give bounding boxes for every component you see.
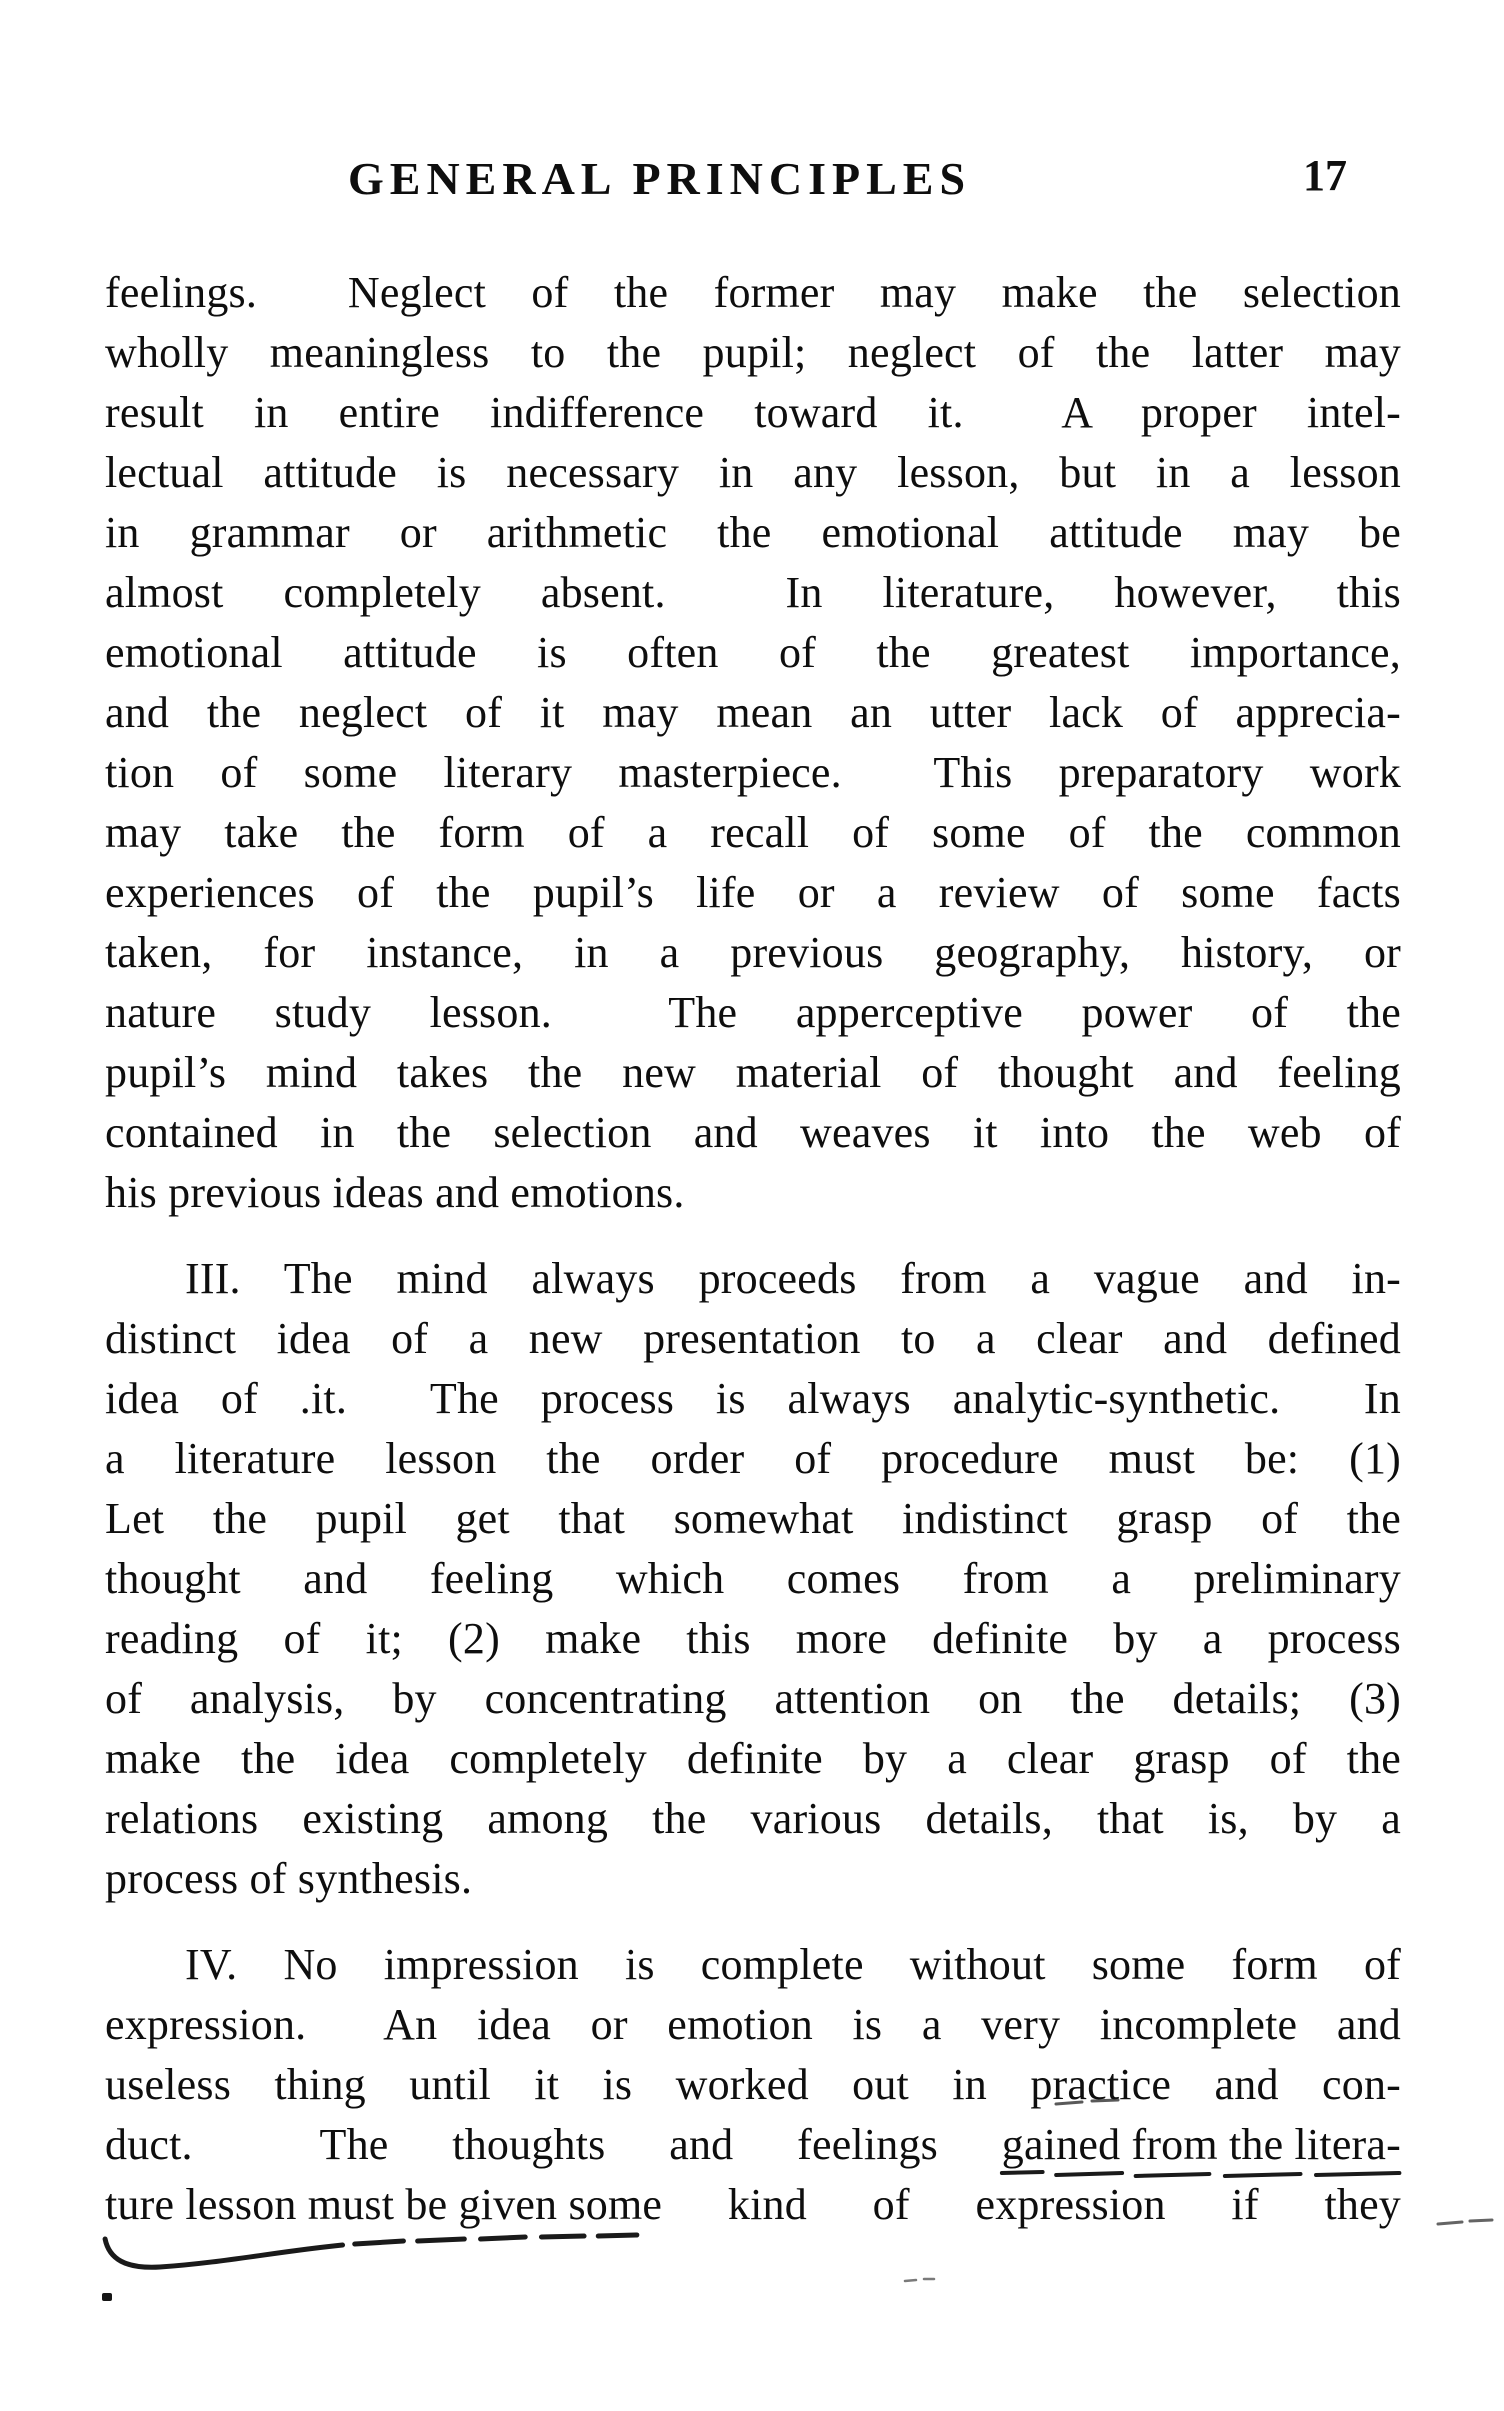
text-line: Let the pupil get that somewhat indistinct grasp of the xyxy=(105,1494,1401,1543)
text-line: thought and feeling which comes from a preliminary xyxy=(105,1554,1401,1603)
text-line: emotional attitude is often of the greatest importance, xyxy=(105,628,1401,677)
text-line: expression. An idea or emotion is a very incomplete and xyxy=(105,2000,1401,2049)
body-text xyxy=(105,263,1401,2235)
text-line: make the idea completely definite by a clear grasp of the xyxy=(105,1734,1401,1783)
text-line: useless thing until it is worked out in practice and con- xyxy=(105,2060,1401,2109)
paragraph xyxy=(105,1249,1401,1909)
text-line: his previous ideas and emotions. xyxy=(105,1168,685,1217)
paragraph xyxy=(105,263,1401,1223)
text-line: a literature lesson the order of procedure must be: (1) xyxy=(105,1434,1401,1483)
text-line: feelings. Neglect of the former may make the selection xyxy=(105,268,1401,317)
text-line: in grammar or arithmetic the emotional attitude may be xyxy=(105,508,1401,557)
text-line: result in entire indifference toward it. A proper intel- xyxy=(105,388,1401,437)
pencil-dash-mark xyxy=(1438,2220,1492,2224)
text-line: almost completely absent. In literature, however, this xyxy=(105,568,1401,617)
text-line: and the neglect of it may mean an utter lack of apprecia- xyxy=(105,688,1401,737)
text-line: nature study lesson. The apperceptive power of the xyxy=(105,988,1401,1037)
running-header xyxy=(0,0,1504,230)
text-line: taken, for instance, in a previous geography, history, or xyxy=(105,928,1401,977)
pencil-dot-mark xyxy=(102,2293,112,2301)
pencil-dashed-marked-text: gained from the litera- xyxy=(1002,2115,1401,2175)
text-line: of analysis, by concentrating attention on the details; (3) xyxy=(105,1674,1401,1723)
pencil-swoosh-stroke xyxy=(99,2229,667,2275)
text-line: process of synthesis. xyxy=(105,1854,473,1903)
text-line: relations existing among the various details, that is, by a xyxy=(105,1794,1401,1843)
text-line: wholly meaningless to the pupil; neglect of the latter may xyxy=(105,328,1401,377)
text-line: ture lesson must be given some kind of expression if they xyxy=(105,2175,1401,2235)
paragraph xyxy=(105,1935,1401,2235)
pencil-dot-mark xyxy=(905,2279,934,2281)
text-line: III. The mind always proceeds from a vague and in- xyxy=(185,1254,1401,1303)
text-line: pupil’s mind takes the new material of thought and feeling xyxy=(105,1048,1401,1097)
text-line: tion of some literary masterpiece. This preparatory work xyxy=(105,748,1401,797)
text-line: contained in the selection and weaves it into the web of xyxy=(105,1108,1401,1157)
text-line: duct. The thoughts and feelings gained from the litera- xyxy=(105,2115,1401,2175)
text-line: experiences of the pupil’s life or a review of some facts xyxy=(105,868,1401,917)
text-line: lectual attitude is necessary in any lesson, but in a lesson xyxy=(105,448,1401,497)
text-line: reading of it; (2) make this more definite by a process xyxy=(105,1614,1401,1663)
text-line: distinct idea of a new presentation to a clear and defined xyxy=(105,1314,1401,1363)
text-line: IV. No impression is complete without some form of xyxy=(185,1940,1401,1989)
text-line: idea of .it. The process is always analytic-synthetic. In xyxy=(105,1374,1401,1423)
page-title: GENERAL PRINCIPLES xyxy=(348,153,972,204)
pencil-swoosh-marked-text: ture lesson must be given some xyxy=(105,2175,662,2235)
page-number: 17 xyxy=(1303,151,1347,200)
text-line: may take the form of a recall of some of the common xyxy=(105,808,1401,857)
